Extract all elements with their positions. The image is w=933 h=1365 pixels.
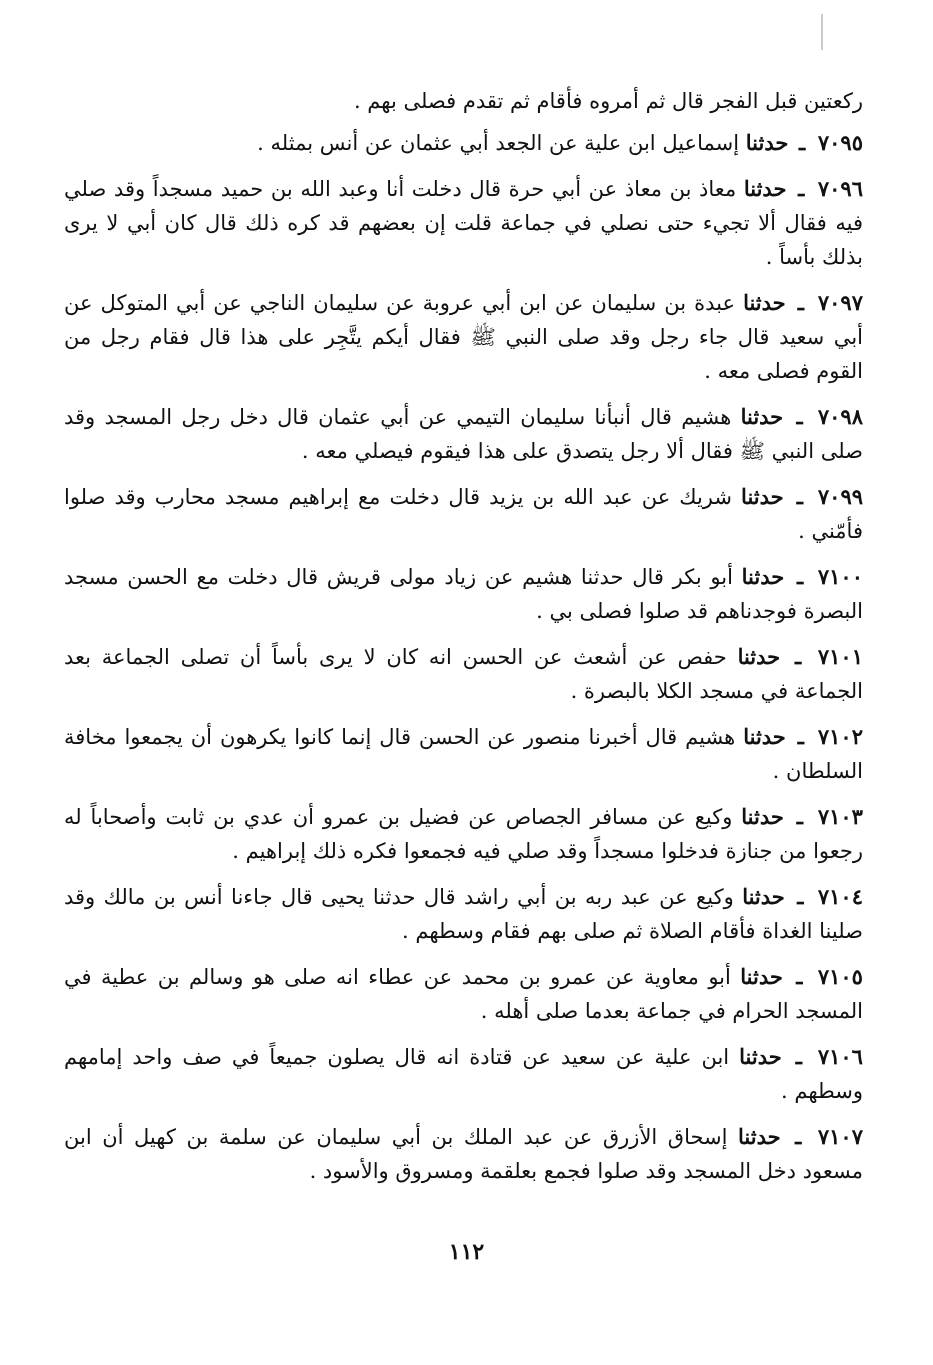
hadith-entry	[64, 1040, 863, 1108]
entry-dash: ـ	[798, 176, 805, 201]
entry-keyword: حدثنا	[741, 484, 784, 509]
entry-dash: ـ	[796, 484, 803, 509]
entry-text: وكيع عن مسافر الجصاص عن فضيل بن عمرو أن عدي بن ثابت وأصحاباً له رجعوا من جنازة فدخلوا مسجداً وقد صلي فيه فجمعوا فكره ذلك إبراهيم .	[64, 805, 863, 863]
scan-mark	[821, 14, 823, 50]
hadith-entry	[64, 960, 863, 1028]
entry-text: أبو معاوية عن عمرو بن محمد عن عطاء انه صلى هو وسالم بن عطية في المسجد الحرام في جماعة بعدما صلى أهله .	[64, 965, 863, 1023]
entry-dash: ـ	[795, 1044, 802, 1069]
hadith-entry	[64, 1120, 863, 1188]
entry-dash: ـ	[796, 564, 804, 589]
entry-text: شريك عن عبد الله بن يزيد قال دخلت مع إبراهيم مسجد محارب وقد صلوا فأمّني .	[64, 485, 863, 543]
hadith-entry	[64, 286, 863, 388]
entry-text: معاذ بن معاذ عن أبي حرة قال دخلت أنا وعبد الله بن حميد مسجداً وقد صلي فيه فقال ألا تجيء حتى نصلي في جماعة قلت إن بعضهم قد كره ذلك قال كان أبي لا يرى بذلك بأساً .	[64, 177, 863, 269]
entry-dash: ـ	[797, 290, 804, 315]
entry-keyword: حدثنا	[739, 1044, 782, 1069]
entry-number: ٧١٠٦	[817, 1044, 863, 1069]
entry-text: إسحاق الأزرق عن عبد الملك بن أبي سليمان عن سلمة بن كهيل أن ابن مسعود دخل المسجد وقد صلوا فجمع بعلقمة ومسروق والأسود .	[64, 1125, 863, 1183]
hadith-entry	[64, 480, 863, 548]
entry-number: ٧٠٩٥	[817, 130, 863, 155]
hadith-entry	[64, 880, 863, 948]
hadith-entry	[64, 560, 863, 628]
entry-keyword: حدثنا	[741, 804, 784, 829]
entry-number: ٧١٠٠	[817, 564, 863, 589]
entry-number: ٧١٠٢	[817, 724, 863, 749]
page-number: ١١٢	[448, 1239, 485, 1265]
entry-dash: ـ	[796, 964, 803, 989]
hadith-entry	[64, 400, 863, 468]
entry-number: ٧١٠٣	[817, 804, 863, 829]
entry-keyword: حدثنا	[743, 290, 786, 315]
entry-number: ٧٠٩٧	[817, 290, 863, 315]
entry-keyword: حدثنا	[737, 644, 781, 669]
entry-keyword: حدثنا	[743, 724, 786, 749]
hadith-entry	[64, 720, 863, 788]
entry-text: ابن علية عن سعيد عن قتادة انه قال يصلون جميعاً في صف واحد إمامهم وسطهم .	[64, 1045, 863, 1103]
entry-dash: ـ	[796, 804, 803, 829]
entry-keyword: حدثنا	[743, 176, 787, 201]
entry-number: ٧٠٩٨	[817, 404, 863, 429]
entry-dash: ـ	[797, 724, 804, 749]
entry-dash: ـ	[796, 404, 803, 429]
entry-keyword: حدثنا	[738, 1124, 781, 1149]
entry-text: إسماعيل ابن علية عن الجعد أبي عثمان عن أنس بمثله .	[257, 131, 740, 155]
entry-text: وكيع عن عبد ربه بن أبي راشد قال حدثنا يحيى قال جاءنا أنس بن مالك وقد صلينا الغداة فأقام الصلاة ثم صلى بهم فقام وسطهم .	[64, 885, 863, 943]
entry-number: ٧٠٩٦	[817, 176, 863, 201]
hadith-entry	[64, 800, 863, 868]
entry-text: هشيم قال أنبأنا سليمان التيمي عن أبي عثمان قال دخل رجل المسجد وقد صلى النبي ﷺ فقال ألا رجل يتصدق على هذا فيقوم فيصلي معه .	[64, 405, 863, 463]
entry-keyword: حدثنا	[745, 130, 789, 155]
hadith-entry	[64, 172, 863, 274]
entry-text: هشيم قال أخبرنا منصور عن الحسن قال إنما كانوا يكرهون أن يجمعوا مخافة السلطان .	[64, 725, 863, 783]
entry-dash: ـ	[795, 1124, 802, 1149]
entry-dash: ـ	[794, 644, 802, 669]
entry-keyword: حدثنا	[741, 564, 785, 589]
entry-keyword: حدثنا	[740, 964, 783, 989]
entry-dash: ـ	[797, 884, 804, 909]
entry-number: ٧١٠٤	[817, 884, 863, 909]
entry-number: ٧١٠١	[817, 644, 863, 669]
document-body	[64, 84, 863, 1188]
entry-number: ٧٠٩٩	[817, 484, 864, 509]
entry-text: أبو بكر قال حدثنا هشيم عن زياد مولى قريش قال دخلت مع الحسن مسجد البصرة فوجدناهم قد صلوا فصلى بي .	[64, 565, 863, 623]
lead-paragraph: ركعتين قبل الفجر قال ثم أمروه فأقام ثم تقدم فصلى بهم .	[353, 89, 863, 113]
entry-keyword: حدثنا	[740, 404, 784, 429]
entry-keyword: حدثنا	[742, 884, 785, 909]
entry-number: ٧١٠٥	[817, 964, 863, 989]
hadith-entry	[64, 640, 863, 708]
entry-text: حفص عن أشعث عن الحسن انه كان لا يرى بأساً أن تصلى الجماعة بعد الجماعة في مسجد الكلا بالبصرة .	[64, 645, 863, 703]
hadith-entry	[64, 126, 863, 160]
entry-text: عبدة بن سليمان عن ابن أبي عروبة عن سليمان الناجي عن أبي المتوكل عن أبي سعيد قال جاء رجل وقد صلى النبي ﷺ فقال أيكم يتَّجِر على هذا قال فقام رجل من القوم فصلى معه .	[64, 291, 863, 383]
entry-dash: ـ	[799, 130, 806, 155]
entry-number: ٧١٠٧	[817, 1124, 863, 1149]
